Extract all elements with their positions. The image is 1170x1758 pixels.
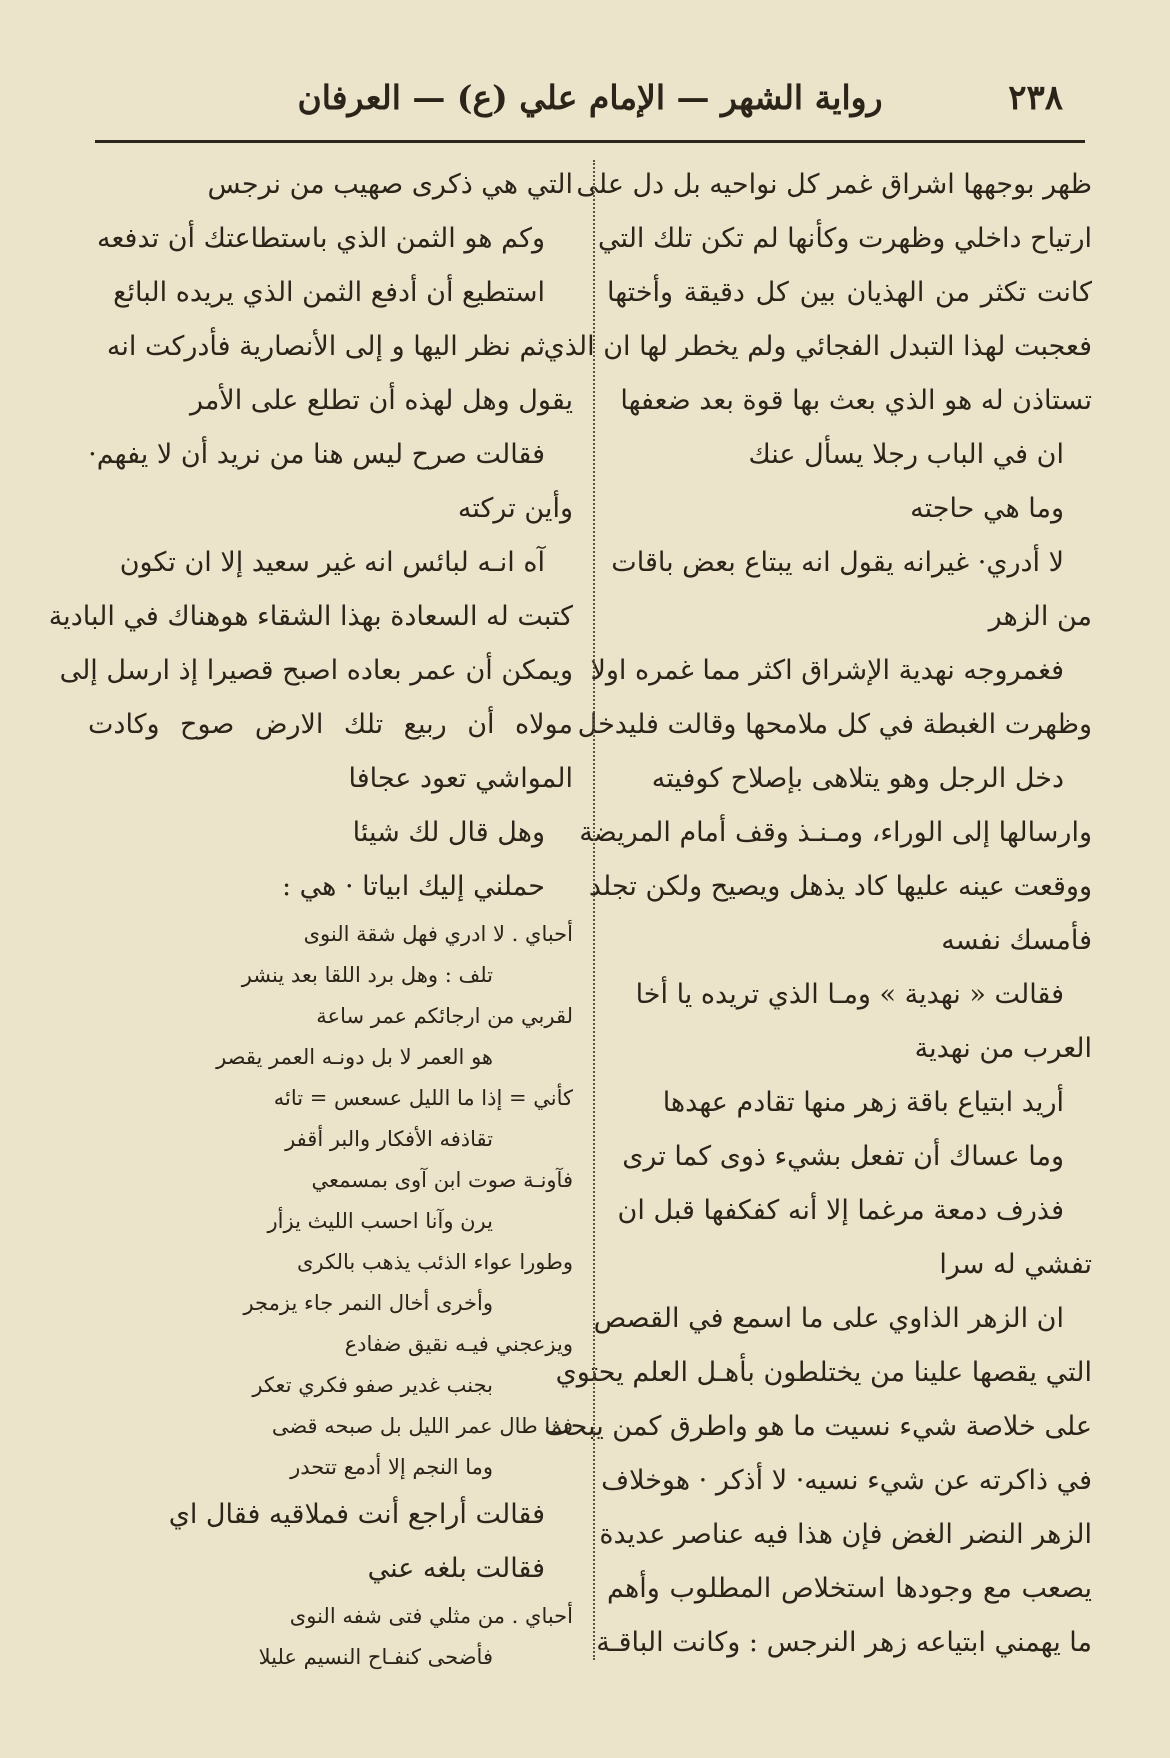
poem-verse: وطورا عواء الذئب يذهب بالكرى — [296, 1250, 573, 1274]
poem-verse: هو العمر لا بل دونـه العمر يقصر — [216, 1045, 493, 1069]
header-rule — [95, 140, 1085, 143]
text-line: حملني إليك ابياتا · هي : — [282, 871, 545, 902]
text-line: مولاه أن ربيع تلك الارض صوح وكادت — [88, 709, 573, 740]
text-line: وهل قال لك شيئا — [352, 817, 545, 848]
page-number: ٢٣٨ — [1008, 78, 1063, 118]
text-line: آه انـه لبائس انه غير سعيد إلا ان تكون — [119, 547, 545, 578]
text-line: ارتياح داخلي وظهرت وكأنها لم تكن تلك التي — [598, 223, 1092, 254]
text-line: وظهرت الغبطة في كل ملامحها وقالت فليدخل — [577, 709, 1092, 740]
right-column — [543, 158, 1092, 1670]
text-line: فغمروجه نهدية الإشراق اكثر مما غمره اولا — [590, 655, 1064, 686]
page-header — [95, 78, 1085, 128]
text-line: التي يقصها علينا من يختلطون بأهـل العلم يحتوي — [555, 1357, 1092, 1388]
text-line: دخل الرجل وهو يتلاهى بإصلاح كوفيته — [651, 763, 1064, 794]
text-line: وما هي حاجته — [910, 493, 1064, 524]
poem-verse: فأضحى كنفـاح النسيم عليلا — [258, 1645, 493, 1669]
text-line: فعجبت لهذا التبدل الفجائي ولم يخطر لها ان الذي — [543, 331, 1092, 362]
running-title: رواية الشهر — الإمام علي (ع) — العرفان — [297, 78, 883, 117]
column-divider — [593, 160, 595, 1660]
text-line: ان الزهر الذاوي على ما اسمع في القصص — [593, 1303, 1064, 1334]
text-line: في ذاكرته عن شيء نسيه· لا أذكر · هوخلاف — [601, 1465, 1092, 1496]
poem-verse: تقاذفه الأفكار والبر أقفر — [285, 1127, 493, 1151]
poem-verse: أحباي . من مثلي فتى شفه النوى — [289, 1604, 573, 1628]
poem-verse: يرن وآنا احسب الليث يزأر — [267, 1209, 493, 1233]
poem-verse: أحباي . لا ادري فهل شقة النوى — [303, 922, 573, 946]
text-line: وأين تركته — [457, 493, 573, 524]
text-line: لا أدري· غيرانه يقول انه يبتاع بعض باقات — [611, 547, 1064, 578]
text-line: ظهر بوجهها اشراق غمر كل نواحيه بل دل على — [576, 169, 1092, 200]
text-line: ويمكن أن عمر بعاده اصبح قصيرا إذ ارسل إلى — [59, 655, 573, 686]
text-line: ان في الباب رجلا يسأل عنك — [748, 439, 1064, 470]
text-line: العرب من نهدية — [914, 1033, 1092, 1064]
poem-verse: ويزعجني فيـه نقيق ضفادع — [344, 1332, 573, 1356]
text-line: وارسالها إلى الوراء، ومـنـذ وقف أمام المريضة — [579, 817, 1092, 848]
text-line: من الزهر — [988, 601, 1092, 632]
text-line: فقالت « نهدية » ومـا الذي تريده يا أخا — [635, 979, 1064, 1010]
text-line: التي هي ذكرى صهيب من نرجس — [207, 169, 573, 200]
poem-verse: وما النجم إلا أدمع تتحدر — [290, 1455, 493, 1479]
text-line: فقالت أراجع أنت فملاقيه فقال اي — [168, 1499, 545, 1530]
left-column — [48, 158, 573, 1678]
text-line: وكم هو الثمن الذي باستطاعتك أن تدفعه — [97, 223, 545, 254]
poem-verse: تلف : وهل برد اللقا بعد ينشر — [241, 963, 493, 987]
text-line: المواشي تعود عجافا — [348, 763, 573, 794]
poem-verse: فما طال عمر الليل بل صبحه قضى — [271, 1414, 573, 1438]
text-line: على خلاصة شيء نسيت ما هو واطرق كمن يبحث — [544, 1411, 1092, 1442]
text-line: ووقعت عينه عليها كاد يذهل ويصيح ولكن تجلد — [588, 871, 1092, 902]
text-line: فأمسك نفسه — [941, 925, 1092, 956]
text-line: كتبت له السعادة بهذا الشقاء هوهناك في البادية — [48, 601, 573, 632]
text-line: يقول وهل لهذه أن تطلع على الأمر — [189, 385, 573, 416]
text-line: ما يهمني ابتياعه زهر النرجس : وكانت الباقـة — [596, 1627, 1092, 1658]
text-line: وما عساك أن تفعل بشيء ذوى كما ترى — [622, 1141, 1064, 1172]
poem-verse: فآونـة صوت ابن آوى بمسمعي — [311, 1168, 573, 1192]
text-line: تفشي له سرا — [939, 1249, 1092, 1280]
text-line: أريد ابتياع باقة زهر منها تقادم عهدها — [662, 1087, 1064, 1118]
text-line: ثم نظر اليها و إلى الأنصارية فأدركت انه — [106, 331, 545, 362]
text-line: فقالت صرح ليس هنا من نريد أن لا يفهم· — [88, 439, 545, 470]
text-line: فقالت بلغه عني — [367, 1553, 545, 1584]
text-line: يصعب مع وجودها استخلاص المطلوب وأهم — [607, 1573, 1092, 1604]
poem-verse: بجنب غدير صفو فكري تعكر — [252, 1373, 493, 1397]
text-line: تستاذن له هو الذي بعث بها قوة بعد ضعفها — [620, 385, 1092, 416]
text-line: كانت تكثر من الهذيان بين كل دقيقة وأختها — [607, 277, 1092, 308]
poem-verse: كأني = إذا ما الليل عسعس = تائه — [273, 1086, 573, 1110]
poem-verse: وأخرى أخال النمر جاء يزمجر — [243, 1291, 493, 1315]
text-line: الزهر النضر الغض فإن هذا فيه عناصر عديدة — [599, 1519, 1092, 1550]
text-line: استطيع أن أدفع الثمن الذي يريده البائع — [113, 277, 545, 308]
text-line: فذرف دمعة مرغما إلا أنه كفكفها قبل ان — [617, 1195, 1064, 1226]
poem-verse: لقربي من ارجائكم عمر ساعة — [316, 1004, 573, 1028]
